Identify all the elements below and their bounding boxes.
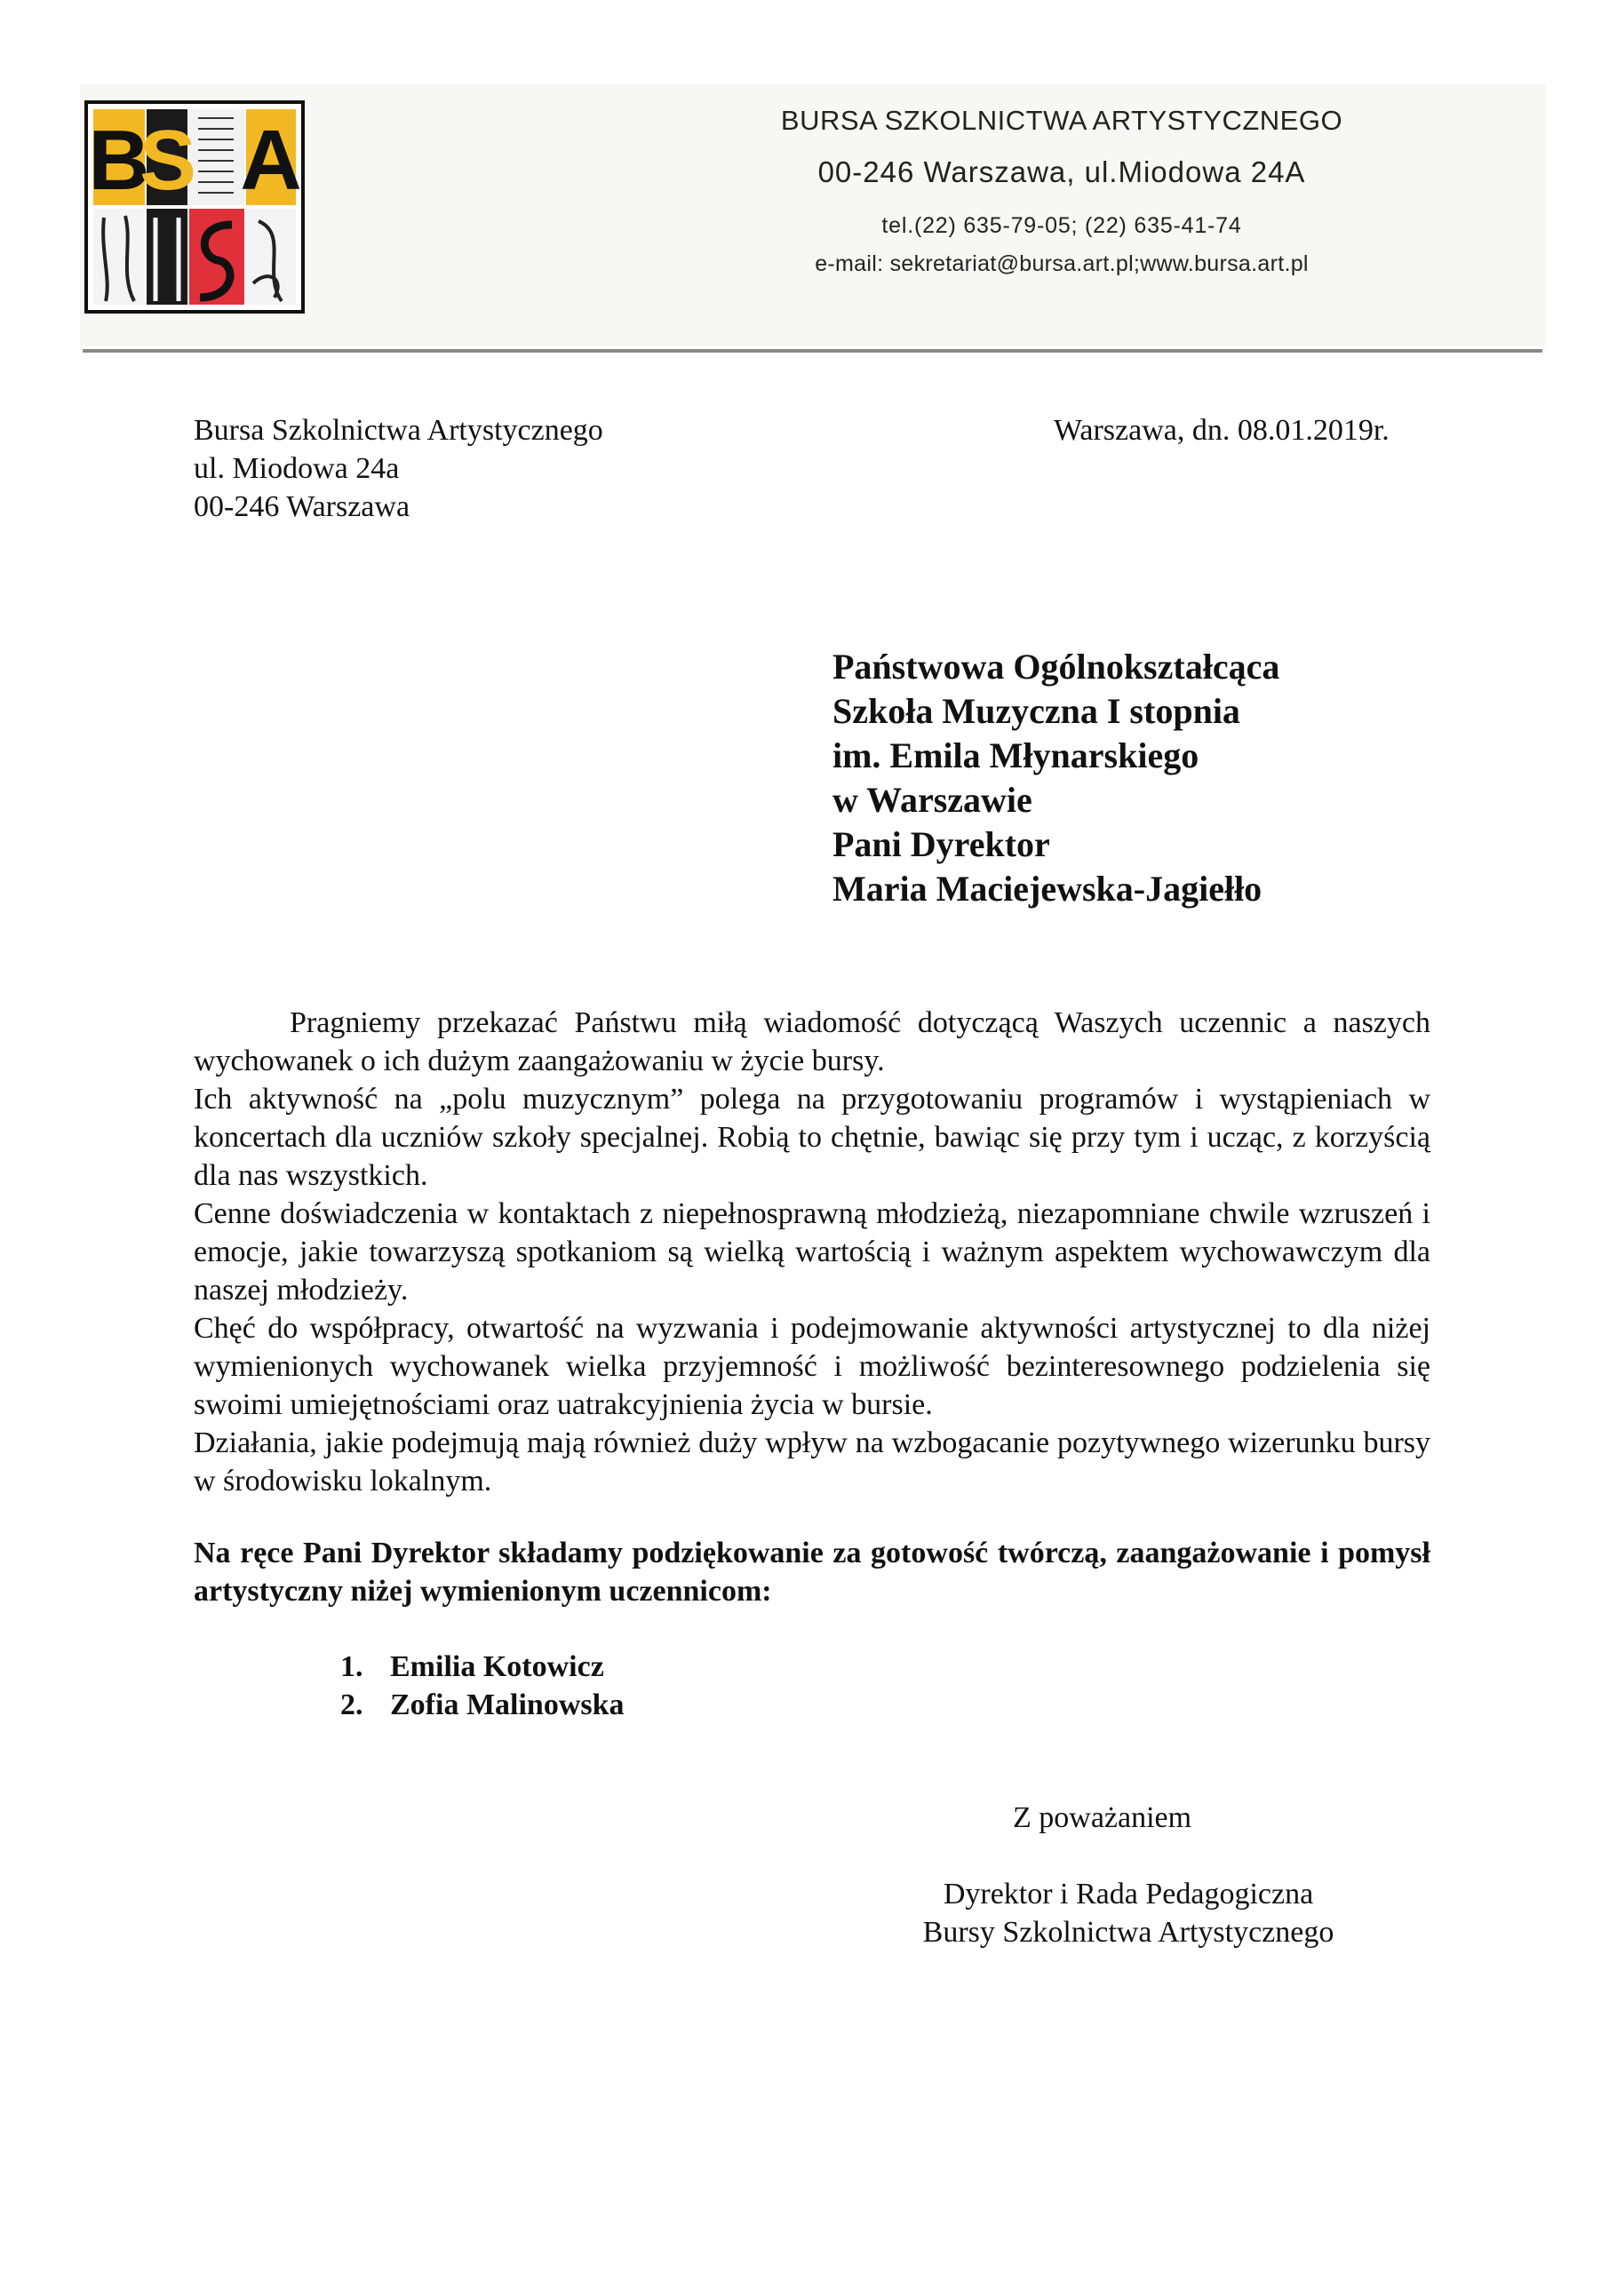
body-paragraph: Cenne doświadczenia w kontaktach z niepełnosprawną młodzieżą, niezapomniane chwile wzruszeń i emocje, jakie towarzyszą spotkaniom są wielką wartością i ważnym aspektem wychowawczym dla naszej młodzieży. — [194, 1197, 1430, 1307]
letterhead-institution-name: BURSA SZKOLNICTWA ARTYSTYCZNEGO — [780, 105, 1343, 136]
signature-block — [880, 1875, 1377, 1951]
student-list — [340, 1648, 625, 1724]
body-paragraph: Pragniemy przekazać Państwu miłą wiadomość dotyczącą Waszych uczennic a naszych wychowanek o ich dużym zaangażowaniu w życie bursy. — [194, 1006, 1430, 1077]
recipient-line: Państwowa Ogólnokształcąca — [832, 647, 1280, 687]
list-item — [340, 1686, 625, 1724]
letterhead-contact: e-mail: sekretariat@bursa.art.pl;www.bursa.art.pl — [815, 251, 1309, 276]
sender-line: Bursa Szkolnictwa Artystycznego — [194, 414, 603, 447]
closing-phrase: Z poważaniem — [1013, 1801, 1192, 1834]
sender-line: 00-246 Warszawa — [194, 490, 410, 523]
list-item — [340, 1648, 625, 1686]
letterhead-phone: tel.(22) 635-79-05; (22) 635-41-74 — [881, 213, 1242, 238]
thanks-statement: Na ręce Pani Dyrektor składamy podziękowanie za gotowość twórczą, zaangażowanie i pomysł artystyczny niżej wymienionym uczennicom: — [194, 1537, 1430, 1608]
body-paragraph: Działania, jakie podejmują mają również duży wpływ na wzbogacanie pozytywnego wizerunku bursy w środowisku lokalnym. — [194, 1426, 1430, 1498]
body-paragraph: Chęć do współpracy, otwartość na wyzwania i podejmowanie aktywności artystycznej to dla niżej wymienionych wychowanek wielka przyjemność i możliwość bezinteresownego podzielenia się swoimi umiejętnościami oraz uatrakcyjnienia życia w bursie. — [194, 1312, 1430, 1421]
body-paragraph: Ich aktywność na „polu muzycznym” polega na przygotowaniu programów i wystąpieniach w koncertach dla uczniów szkoły specjalnej. Robią to chętnie, bawiąc się przy tym i ucząc, z korzyścią dla nas wszystkich. — [194, 1083, 1430, 1192]
sender-line: ul. Miodowa 24a — [194, 452, 400, 485]
recipient-line: Szkoła Muzyczna I stopnia — [832, 691, 1240, 731]
list-number: 1. — [340, 1650, 363, 1683]
recipient-line: Pani Dyrektor — [832, 824, 1050, 864]
recipient-address — [832, 645, 1279, 911]
bursa-logo — [84, 100, 305, 314]
list-number: 2. — [340, 1688, 363, 1721]
recipient-line: Maria Maciejewska-Jagiełło — [832, 869, 1263, 909]
recipient-line: w Warszawie — [832, 780, 1032, 820]
student-name: Zofia Malinowska — [390, 1688, 625, 1721]
svg-text:S: S — [139, 113, 197, 208]
letter-date: Warszawa, dn. 08.01.2019r. — [1054, 414, 1390, 447]
recipient-line: im. Emila Młynarskiego — [832, 735, 1199, 775]
signature-line: Dyrektor i Rada Pedagogiczna — [943, 1878, 1314, 1911]
letter-body — [194, 1004, 1430, 1500]
header-divider — [83, 349, 1542, 353]
signature-line: Bursy Szkolnictwa Artystycznego — [922, 1916, 1334, 1949]
svg-text:B: B — [88, 113, 150, 208]
student-name: Emilia Kotowicz — [390, 1650, 604, 1683]
svg-text:A: A — [240, 113, 302, 208]
letterhead-address: 00-246 Warszawa, ul.Miodowa 24A — [817, 155, 1306, 188]
sender-address — [194, 411, 603, 526]
